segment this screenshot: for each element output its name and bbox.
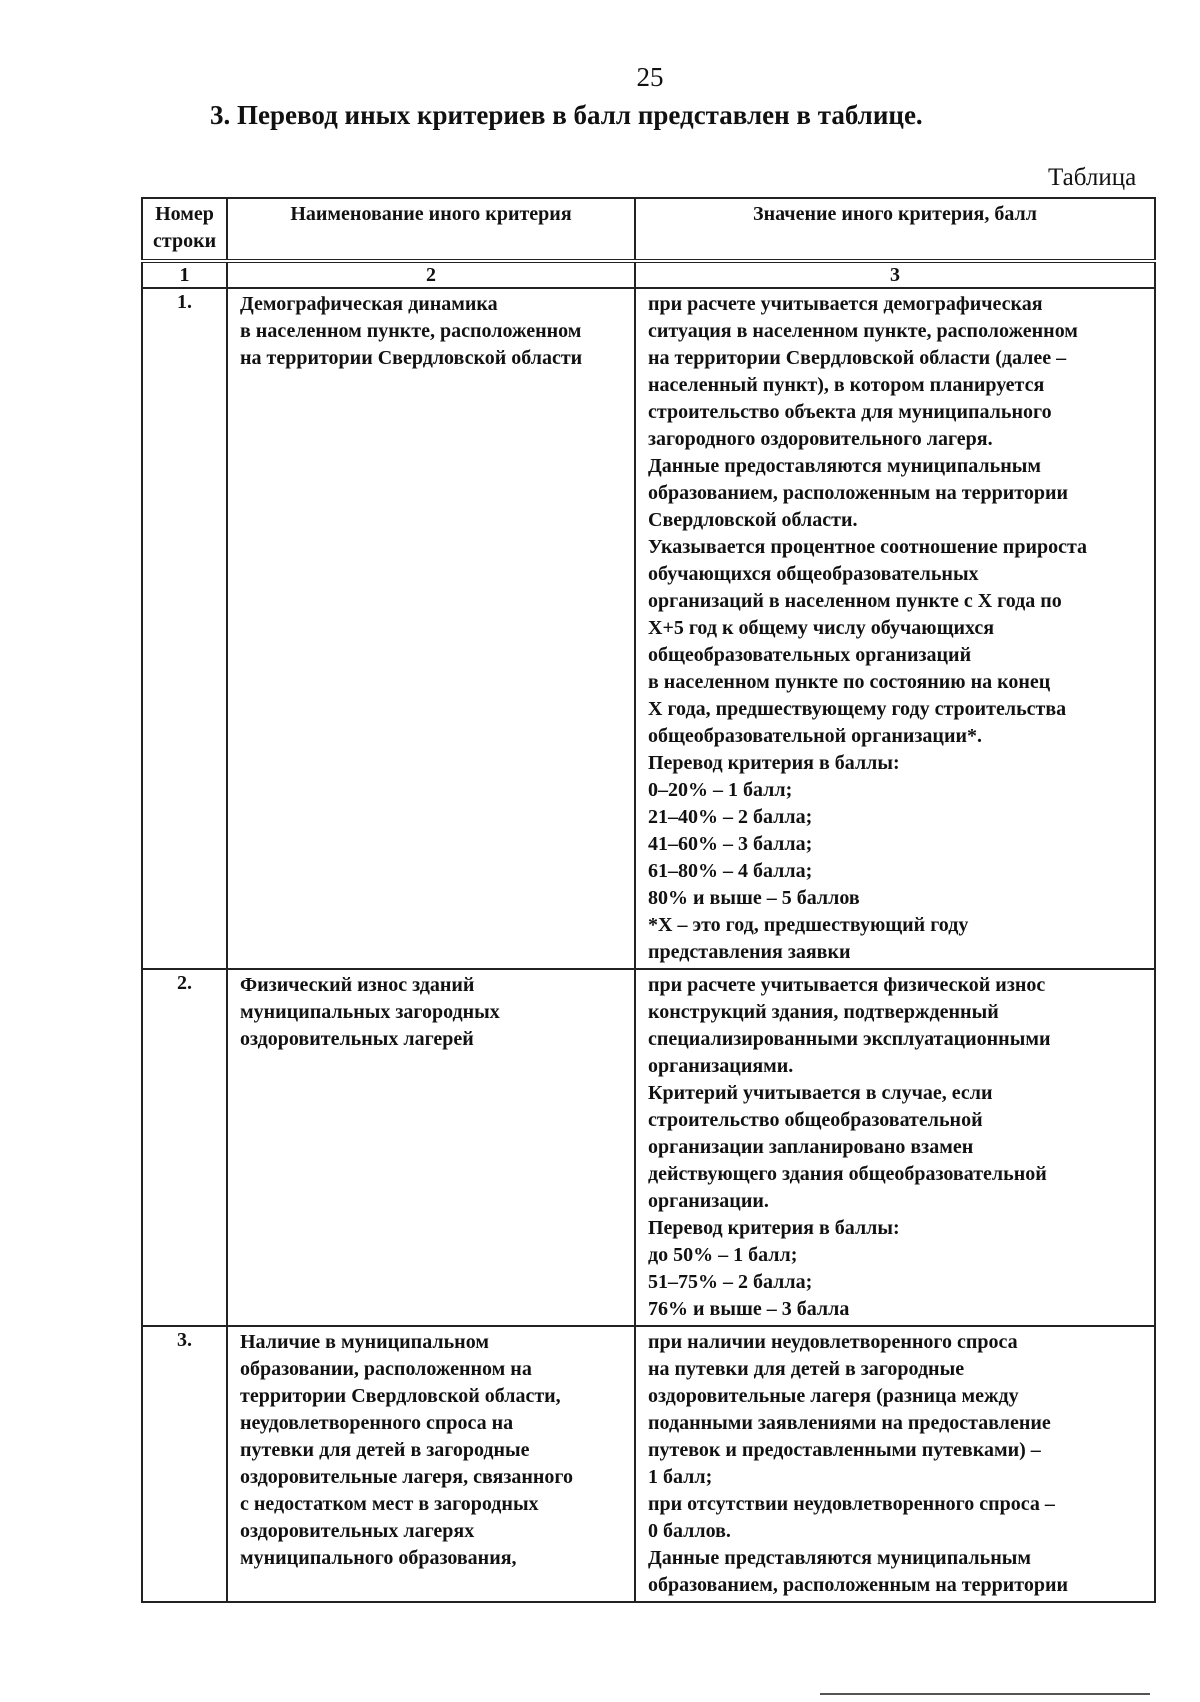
criterion-value-line: организаций в населенном пункте с Х года по — [648, 590, 1062, 612]
criterion-value-line: оздоровительные лагеря (разница между — [648, 1385, 1019, 1407]
table-caption: Таблица — [1048, 164, 1137, 191]
row-number: 1. — [142, 288, 227, 969]
criterion-name — [227, 969, 635, 1326]
criterion-name-line: образовании, расположенном на — [240, 1358, 532, 1380]
criterion-name-line: на территории Свердловской области — [240, 347, 583, 369]
criterion-name-line: муниципального образования, — [240, 1547, 517, 1569]
criterion-value-line: до 50% – 1 балл; — [648, 1244, 798, 1266]
criterion-value-line: Данные предоставляются муниципальным — [648, 455, 1041, 477]
row-number: 2. — [142, 969, 227, 1326]
criterion-value-line: на путевки для детей в загородные — [648, 1358, 965, 1380]
header-criterion-value: Значение иного критерия, балл — [635, 198, 1155, 261]
criterion-name-line: Демографическая динамика — [240, 293, 498, 315]
criterion-value — [635, 288, 1155, 969]
criterion-value-line: Критерий учитывается в случае, если — [648, 1082, 993, 1104]
criterion-name-line: оздоровительных лагерях — [240, 1520, 475, 1542]
criterion-value-line: специализированными эксплуатационными — [648, 1028, 1051, 1050]
table-body — [142, 288, 1155, 1602]
criterion-value-line: 76% и выше – 3 балла — [648, 1298, 850, 1320]
criterion-value-line: общеобразовательных организаций — [648, 644, 972, 666]
page-heading: 3. Перевод иных критериев в балл представлен в таблице. — [210, 100, 923, 130]
criterion-value-line: 21–40% – 2 балла; — [648, 806, 813, 828]
criterion-value-line: при наличии неудовлетворенного спроса — [648, 1331, 1018, 1353]
criterion-name-line: Физический износ зданий — [240, 974, 475, 996]
criterion-value-line: 51–75% – 2 балла; — [648, 1271, 813, 1293]
criterion-value — [635, 1326, 1155, 1602]
criterion-name — [227, 288, 635, 969]
criterion-value-line: представления заявки — [648, 941, 851, 963]
criterion-value-line: 0 баллов. — [648, 1520, 731, 1542]
criterion-name-line: Наличие в муниципальном — [240, 1331, 489, 1353]
table-header-row — [142, 198, 1155, 261]
footer-divider — [820, 1693, 1150, 1695]
criterion-value-line: Свердловской области. — [648, 509, 858, 531]
criterion-value — [635, 969, 1155, 1326]
criterion-name-line: оздоровительные лагеря, связанного — [240, 1466, 574, 1488]
criterion-value-line: 61–80% – 4 балла; — [648, 860, 813, 882]
criterion-value-line: Данные представляются муниципальным — [648, 1547, 1031, 1569]
header-criterion-name: Наименование иного критерия — [227, 198, 635, 261]
criterion-value-line: Х года, предшествующему году строительства — [648, 698, 1067, 720]
criterion-value-line: 80% и выше – 5 баллов — [648, 887, 860, 909]
criterion-value-line: загородного оздоровительного лагеря. — [648, 428, 993, 450]
row-number: 3. — [142, 1326, 227, 1602]
criterion-value-line: образованием, расположенным на территории — [648, 482, 1068, 504]
criterion-value-line: 0–20% – 1 балл; — [648, 779, 793, 801]
criterion-value-line: при расчете учитывается физической износ — [648, 974, 1046, 996]
criterion-value-line: образованием, расположенным на территории — [648, 1574, 1068, 1596]
criterion-value-line: 41–60% – 3 балла; — [648, 833, 813, 855]
column-number-row — [142, 261, 1155, 288]
criterion-value-line: организации запланировано взамен — [648, 1136, 974, 1158]
table-row — [142, 1326, 1155, 1602]
criterion-name-line: оздоровительных лагерей — [240, 1028, 474, 1050]
criterion-name-line: муниципальных загородных — [240, 1001, 500, 1023]
criterion-value-line: ситуация в населенном пункте, расположенном — [648, 320, 1078, 342]
criterion-value-line: *Х – это год, предшествующий году — [648, 914, 969, 936]
criterion-name-line: с недостатком мест в загородных — [240, 1493, 539, 1515]
criteria-table — [141, 197, 1156, 1603]
criterion-value-line: при расчете учитывается демографическая — [648, 293, 1043, 315]
criterion-value-line: конструкций здания, подтвержденный — [648, 1001, 999, 1023]
table-row — [142, 288, 1155, 969]
criterion-value-line: общеобразовательной организации*. — [648, 725, 982, 747]
criterion-value-line: 1 балл; — [648, 1466, 713, 1488]
criterion-value-line: действующего здания общеобразовательной — [648, 1163, 1047, 1185]
column-number: 3 — [635, 261, 1155, 288]
criterion-value-line: строительство объекта для муниципального — [648, 401, 1052, 423]
criterion-value-line: обучающихся общеобразовательных — [648, 563, 979, 585]
criterion-value-line: в населенном пункте по состоянию на конец — [648, 671, 1051, 693]
criterion-value-line: Перевод критерия в баллы: — [648, 752, 900, 774]
criterion-value-line: организациями. — [648, 1055, 794, 1077]
criterion-name-line: путевки для детей в загородные — [240, 1439, 530, 1461]
page-number: 25 — [636, 62, 664, 92]
criterion-value-line: Указывается процентное соотношение прироста — [648, 536, 1088, 558]
criterion-value-line: поданными заявлениями на предоставление — [648, 1412, 1051, 1434]
criterion-value-line: строительство общеобразовательной — [648, 1109, 983, 1131]
criterion-value-line: Х+5 год к общему числу обучающихся — [648, 617, 995, 639]
header-row-number: Номер строки — [142, 198, 227, 261]
criterion-value-line: организации. — [648, 1190, 769, 1212]
column-number: 1 — [142, 261, 227, 288]
criterion-value-line: Перевод критерия в баллы: — [648, 1217, 900, 1239]
criterion-value-line: при отсутствии неудовлетворенного спроса – — [648, 1493, 1055, 1515]
column-number: 2 — [227, 261, 635, 288]
criterion-name-line: территории Свердловской области, — [240, 1385, 561, 1407]
table-row — [142, 969, 1155, 1326]
criterion-value-line: населенный пункт), в котором планируется — [648, 374, 1045, 396]
criterion-value-line: на территории Свердловской области (далее – — [648, 347, 1067, 369]
criterion-value-line: путевок и предоставленными путевками) – — [648, 1439, 1041, 1461]
criterion-name-line: неудовлетворенного спроса на — [240, 1412, 514, 1434]
criterion-name-line: в населенном пункте, расположенном — [240, 320, 582, 342]
criterion-name — [227, 1326, 635, 1602]
